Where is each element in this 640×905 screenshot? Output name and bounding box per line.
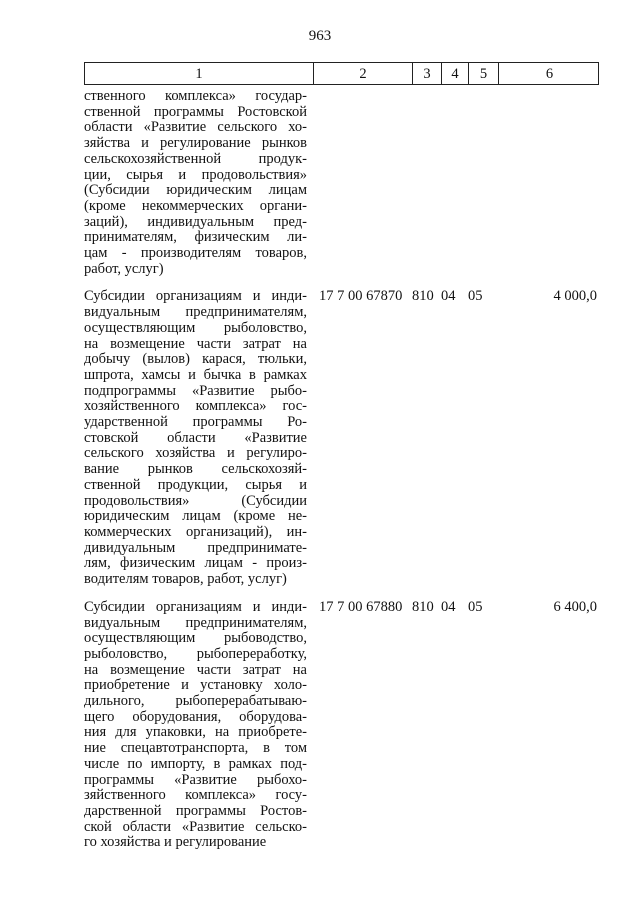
header-col-4: 4 — [442, 63, 469, 85]
description-line: приобретение и установку холо- — [84, 677, 307, 694]
description-line: ской области «Развитие сельско- — [84, 818, 307, 835]
row-amount: 6 400,0 — [553, 598, 597, 615]
description-line: ции, сырья и продовольствия» — [84, 166, 307, 183]
description-line: коммерческих организаций), ин- — [84, 523, 307, 540]
row-col-4 — [441, 89, 468, 277]
description-line: области «Развитие сельского хо- — [84, 119, 307, 136]
description-line: дивидуальным предпринимате- — [84, 539, 307, 556]
row-description — [84, 89, 313, 277]
description-line: ния для упаковки, на приобрете- — [84, 724, 307, 741]
table-row — [84, 289, 599, 587]
row-code — [313, 89, 412, 277]
description-line: цам - производителям товаров, — [84, 245, 307, 262]
description-line: Субсидии организациям и инди- — [84, 288, 307, 305]
table-row — [84, 89, 599, 277]
description-line: добычу (вылов) карася, тюльки, — [84, 351, 307, 368]
row-amount — [498, 89, 599, 277]
row-description — [84, 600, 313, 851]
description-line: осуществляющим рыбоводство, — [84, 630, 307, 647]
row-col-5: 05 — [468, 598, 483, 615]
description-line: лям, физическим лицам - произ- — [84, 555, 307, 572]
row-description — [84, 289, 313, 587]
description-line: (кроме некоммерческих органи- — [84, 197, 307, 214]
row-amount: 4 000,0 — [553, 288, 597, 305]
header-col-1: 1 — [85, 63, 314, 85]
description-line: ние спецавтотранспорта, в том — [84, 740, 307, 757]
header-col-2: 2 — [314, 63, 413, 85]
description-line: рыболовство, рыбопереработку, — [84, 645, 307, 662]
description-line: хозяйственного комплекса» гос- — [84, 398, 307, 415]
budget-table — [84, 62, 599, 851]
description-line: щего оборудования, оборудова- — [84, 708, 307, 725]
row-col-4: 04 — [441, 598, 456, 615]
description-line: ственного комплекса» государ- — [84, 88, 307, 104]
description-line: юридическим лицам (кроме не- — [84, 508, 307, 525]
row-col-5 — [468, 89, 498, 277]
row-col-3: 810 — [412, 288, 434, 305]
header-col-6: 6 — [545, 66, 554, 82]
description-line: Субсидии организациям и инди- — [84, 598, 307, 615]
description-line: ударственной программы Ро- — [84, 414, 307, 431]
description-line: подпрограммы «Развитие рыбо- — [84, 382, 307, 399]
description-line: продовольствия» (Субсидии — [84, 492, 307, 509]
row-col-4: 04 — [441, 288, 456, 305]
page-number: 963 — [308, 28, 332, 44]
description-line: заций), индивидуальным пред- — [84, 213, 307, 230]
description-line: принимателям, физическим ли- — [84, 229, 307, 246]
description-line: шпрота, хамсы и бычка в рамках — [84, 366, 307, 383]
description-line: видуальным предпринимателям, — [84, 614, 307, 631]
description-line: работ, услуг) — [84, 260, 164, 277]
description-line: зяйства и регулирование рынков — [84, 135, 307, 152]
description-line: го хозяйства и регулирование — [84, 834, 267, 851]
row-code: 17 7 00 67880 — [319, 598, 403, 615]
description-line: осуществляющим рыболовство, — [84, 319, 307, 336]
row-code: 17 7 00 67870 — [319, 288, 403, 305]
description-line: на возмещение части затрат на — [84, 335, 307, 352]
table-header — [84, 62, 599, 85]
description-line: на возмещение части затрат на — [84, 661, 307, 678]
table-body — [84, 89, 599, 851]
table-row — [84, 600, 599, 851]
description-line: числе по импорту, в рамках под- — [84, 755, 307, 772]
description-line: зяйственного комплекса» госу- — [84, 787, 307, 804]
header-col-5: 5 — [469, 63, 499, 85]
row-col-5: 05 — [468, 288, 483, 305]
description-line: видуальным предпринимателям, — [84, 304, 307, 321]
description-line: дарственной программы Ростов- — [84, 802, 307, 819]
description-line: программы «Развитие рыбохо- — [84, 771, 307, 788]
description-line: сельского хозяйства и регулиро- — [84, 445, 307, 462]
row-col-3: 810 — [412, 598, 434, 615]
description-line: стовской области «Развитие — [84, 429, 307, 446]
row-col-3 — [412, 89, 441, 277]
description-line: вание рынков сельскохозяй- — [84, 461, 307, 478]
description-line: ственной программы Ростовской — [84, 103, 307, 120]
header-col-3: 3 — [413, 63, 442, 85]
description-line: (Субсидии юридическим лицам — [84, 182, 307, 199]
description-line: водителям товаров, работ, услуг) — [84, 571, 287, 588]
description-line: ственной продукции, сырья и — [84, 476, 307, 493]
description-line: дильного, рыбоперерабатываю- — [84, 693, 307, 710]
description-line: сельскохозяйственной продук- — [84, 150, 307, 167]
